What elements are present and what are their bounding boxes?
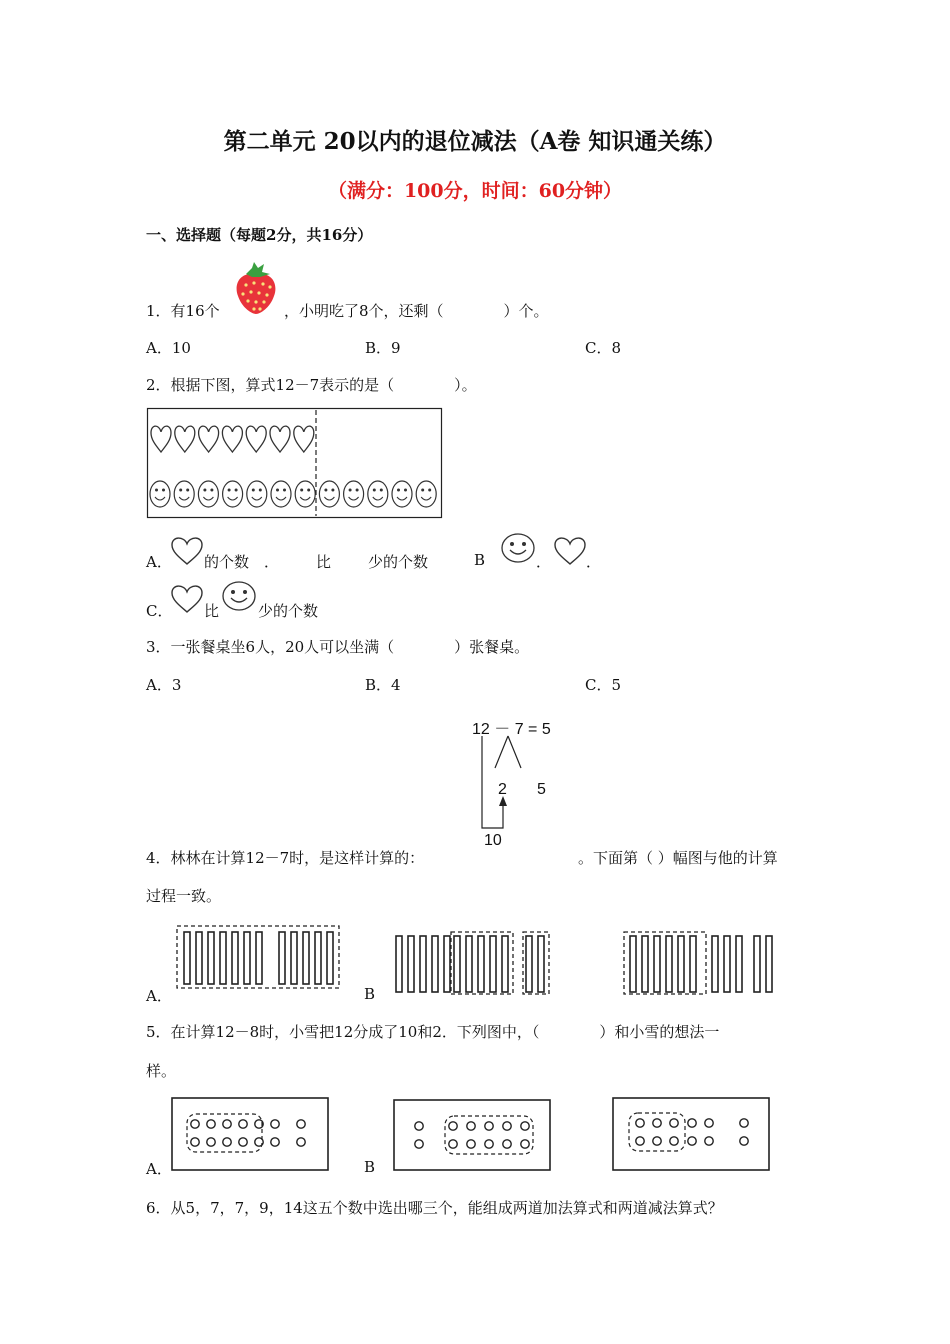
counting-stick <box>256 932 262 984</box>
counter-dot <box>740 1119 748 1127</box>
heart-icon <box>199 426 219 452</box>
heart-icon <box>175 426 195 452</box>
q2-option-a-dot: ． <box>264 553 280 571</box>
smiley-icon <box>198 481 218 507</box>
counter-dot <box>670 1137 678 1145</box>
counting-stick <box>291 932 297 984</box>
counting-stick <box>502 936 508 992</box>
counting-stick <box>396 936 402 992</box>
counter-dot <box>485 1140 493 1148</box>
heart-icon <box>270 426 290 452</box>
counting-stick <box>315 932 321 984</box>
counter-dot <box>705 1119 713 1127</box>
q5-option-a[interactable]: A． <box>146 1160 172 1178</box>
counter-dot <box>297 1120 305 1128</box>
q5-option-b[interactable]: B <box>364 1158 376 1176</box>
counter-dot <box>705 1137 713 1145</box>
counter-dot <box>415 1140 423 1148</box>
q1-option-a[interactable]: A．10 <box>146 339 191 357</box>
counter-dot <box>521 1122 529 1130</box>
heart-icon <box>170 534 204 566</box>
heart-icon <box>246 426 266 452</box>
counting-stick <box>244 932 250 984</box>
q5-option-b-circles <box>393 1099 553 1175</box>
q4-option-b-sticks <box>392 928 562 996</box>
q4-option-c-sticks <box>620 928 790 996</box>
question-5-text: 5．在计算12－8时，小雪把12分成了10和2．下列图中，（ ）和小雪的想法一 <box>146 1023 720 1041</box>
smiley-icon <box>368 481 388 507</box>
smiley-icon <box>223 481 243 507</box>
q1-option-b[interactable]: B．9 <box>365 339 401 357</box>
counting-stick <box>526 936 532 992</box>
smiley-icon <box>295 481 315 507</box>
counting-stick <box>408 936 414 992</box>
counter-dot <box>688 1119 696 1127</box>
smiley-icon <box>392 481 412 507</box>
counter-dot <box>191 1120 199 1128</box>
counter-dot <box>207 1138 215 1146</box>
q4-part-b: 5 <box>537 781 546 798</box>
heart-icon <box>151 426 171 452</box>
q2-option-b-dot1: ． <box>536 553 552 571</box>
counting-stick <box>444 936 450 992</box>
counter-dot <box>653 1137 661 1145</box>
counter-dot <box>467 1140 475 1148</box>
counting-stick <box>666 936 672 992</box>
hearts-smileys-figure <box>147 408 442 518</box>
q2-option-c-label[interactable]: C． <box>146 602 173 620</box>
q4-option-a[interactable]: A． <box>146 987 172 1005</box>
counting-stick <box>454 936 460 992</box>
counter-dot <box>636 1119 644 1127</box>
counter-dot <box>271 1120 279 1128</box>
counter-dot <box>467 1122 475 1130</box>
counting-stick <box>712 936 718 992</box>
q2-option-b-dot2: ． <box>586 553 602 571</box>
counter-dot <box>191 1138 199 1146</box>
q4-decomposition-lines <box>478 734 558 834</box>
question-4-text-line2: 过程一致。 <box>146 887 222 905</box>
q2-option-a-text3: 少的个数 <box>368 553 429 571</box>
counting-stick <box>654 936 660 992</box>
counting-stick <box>184 932 190 984</box>
q2-option-c-text2: 少的个数 <box>258 602 319 620</box>
smiley-icon <box>500 532 536 564</box>
counting-stick <box>538 936 544 992</box>
counter-dot <box>271 1138 279 1146</box>
q2-option-a-text2: 比 <box>316 553 332 571</box>
counter-dot <box>740 1137 748 1145</box>
counting-stick <box>196 932 202 984</box>
heart-icon <box>294 426 314 452</box>
counting-stick <box>232 932 238 984</box>
q3-option-b[interactable]: B．4 <box>365 676 401 694</box>
q4-part-ten: 10 <box>484 832 502 849</box>
q2-option-a-text1: 的个数 <box>204 553 250 571</box>
q1-option-c[interactable]: C．8 <box>585 339 622 357</box>
heart-icon <box>222 426 242 452</box>
smiley-icon <box>150 481 170 507</box>
question-3-text: 3．一张餐桌坐6人，20人可以坐满（ ）张餐桌。 <box>146 638 530 656</box>
counting-stick <box>208 932 214 984</box>
counting-stick <box>220 932 226 984</box>
smiley-icon <box>247 481 267 507</box>
smiley-icon <box>416 481 436 507</box>
question-5-text-line2: 样。 <box>146 1062 177 1080</box>
counting-stick <box>303 932 309 984</box>
counter-dot <box>449 1140 457 1148</box>
q3-option-a[interactable]: A．3 <box>146 676 182 694</box>
q2-option-c-text1: 比 <box>204 602 220 620</box>
counting-stick <box>766 936 772 992</box>
counting-stick <box>724 936 730 992</box>
counting-stick <box>432 936 438 992</box>
counting-stick <box>736 936 742 992</box>
q4-option-b[interactable]: B <box>364 985 376 1003</box>
counter-dot <box>207 1120 215 1128</box>
counting-stick <box>630 936 636 992</box>
smiley-icon <box>221 580 257 612</box>
q5-option-a-circles <box>171 1097 331 1173</box>
heart-icon <box>170 582 204 614</box>
counter-dot <box>297 1138 305 1146</box>
page-title: 第二单元 20以内的退位减法（A卷 知识通关练） <box>223 128 727 155</box>
question-4-text-cont: 。下面第（ ）幅图与他的计算 <box>578 849 778 867</box>
page-subtitle: （满分：100分，时间：60分钟） <box>327 180 623 202</box>
counting-stick <box>642 936 648 992</box>
counting-stick <box>690 936 696 992</box>
q4-part-a: 2 <box>498 781 507 798</box>
counter-dot <box>415 1122 423 1130</box>
q2-option-a-label[interactable]: A． <box>146 553 172 571</box>
counting-stick <box>490 936 496 992</box>
strawberry-icon <box>232 258 280 316</box>
counting-stick <box>678 936 684 992</box>
counter-dot <box>449 1122 457 1130</box>
heart-icon <box>553 534 587 566</box>
counting-stick <box>754 936 760 992</box>
counting-stick <box>279 932 285 984</box>
q4-equation: 12 － 7 = 5 <box>472 721 551 738</box>
smiley-icon <box>271 481 291 507</box>
q2-option-b-label[interactable]: B <box>474 551 486 569</box>
smiley-icon <box>344 481 364 507</box>
counting-stick <box>327 932 333 984</box>
counter-dot <box>255 1138 263 1146</box>
counter-dot <box>223 1120 231 1128</box>
question-1-text: ，小明吃了8个，还剩（ ）个。 <box>284 302 549 320</box>
counter-dot <box>503 1140 511 1148</box>
q3-option-c[interactable]: C．5 <box>585 676 622 694</box>
counter-dot <box>503 1122 511 1130</box>
counter-dot <box>670 1119 678 1127</box>
question-6-text: 6．从5，7，7，9，14这五个数中选出哪三个，能组成两道加法算式和两道减法算式？ <box>146 1199 723 1217</box>
counter-dot <box>239 1120 247 1128</box>
counter-dot <box>688 1137 696 1145</box>
counter-dot <box>223 1138 231 1146</box>
smiley-icon <box>174 481 194 507</box>
question-2-text: 2．根据下图，算式12－7表示的是（ ）。 <box>146 376 477 394</box>
counting-stick <box>478 936 484 992</box>
counter-dot <box>653 1119 661 1127</box>
counting-stick <box>420 936 426 992</box>
smiley-icon <box>319 481 339 507</box>
section-heading-choice: 一、选择题（每题2分，共16分） <box>146 226 373 244</box>
counting-stick <box>466 936 472 992</box>
q4-option-a-sticks <box>170 922 350 994</box>
question-4-text: 4．林林在计算12－7时，是这样计算的： <box>146 849 425 867</box>
counter-dot <box>521 1140 529 1148</box>
counter-dot <box>636 1137 644 1145</box>
q5-option-c-circles <box>612 1097 772 1173</box>
counter-dot <box>485 1122 493 1130</box>
question-1-prefix: 1．有16个 <box>146 302 220 320</box>
counter-dot <box>239 1138 247 1146</box>
